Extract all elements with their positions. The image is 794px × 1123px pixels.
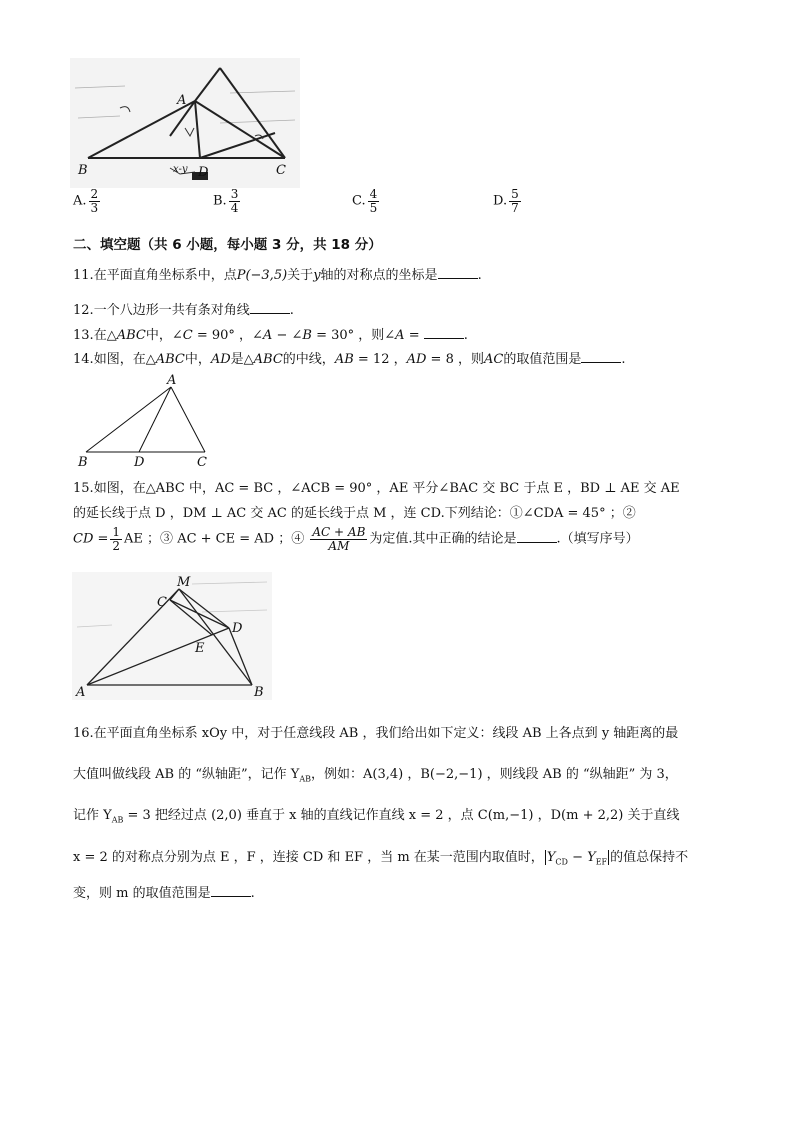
q15-half-fraction <box>110 526 122 552</box>
option-c[interactable] <box>352 188 381 214</box>
option-a[interactable] <box>73 188 102 214</box>
q15-half-num: 1 <box>112 525 121 539</box>
option-d-fraction <box>509 188 521 214</box>
question-16-line-5: 变，则 m 的取值范围是 . <box>73 886 255 901</box>
q14-ab: AB <box>334 352 354 367</box>
option-a-letter: A. <box>73 193 87 209</box>
q14-text-b: 中， <box>184 352 211 367</box>
q11-text-a: 在平面直角坐标系中，点 <box>93 268 237 283</box>
q15-answer-blank[interactable] <box>517 541 557 543</box>
q15-ratio-fraction <box>310 526 367 552</box>
label-d: D <box>198 165 209 180</box>
q15-ratio-num: AC + AB <box>312 525 366 539</box>
section-title: 二、填空题（共 6 小题，每小题 3 分，共 18 分） <box>73 237 382 253</box>
question-15-line-1 <box>73 477 680 496</box>
q15-ratio-den: AM <box>328 538 350 553</box>
option-b[interactable] <box>213 188 242 214</box>
q14-triangle-lines <box>86 387 205 452</box>
q11-text-b: 关于 <box>287 268 314 283</box>
question-13: 13.在△ABC中，∠C = 90° ，∠A − ∠B = 30° ，则∠A = . <box>73 328 468 343</box>
q11-answer-blank[interactable] <box>438 277 478 279</box>
q14-text-g: 的取值范围是 <box>503 352 582 367</box>
q14-ad: AD <box>210 352 231 367</box>
q13-b1: B <box>302 328 312 343</box>
question-16-line-2 <box>73 763 678 784</box>
question-11: 11.在平面直角坐标系中，点P(−3,5)关于y轴的对称点的坐标是 . <box>73 268 482 283</box>
q16-abs-sub-cd: CD <box>555 857 568 867</box>
label-a: A <box>177 93 187 108</box>
question-12: 12.一个八边形一共有条对角线 . <box>73 303 294 318</box>
q16-line-2-sub: AB <box>299 774 312 784</box>
option-d-num: 5 <box>511 187 519 201</box>
q16-abs-mid: − Y <box>567 850 596 865</box>
option-d[interactable] <box>493 188 523 214</box>
q12-answer-blank[interactable] <box>250 312 290 314</box>
q15-label-c: C <box>157 595 167 610</box>
q15-cd: CD = <box>73 531 109 547</box>
option-d-den: 7 <box>511 200 519 215</box>
label-b: B <box>78 163 88 178</box>
option-b-den: 4 <box>230 200 239 215</box>
q16-line-4b: 的值总保持不 <box>610 850 689 865</box>
q15-label-d: D <box>232 621 243 636</box>
q16-line-5-text: 变，则 m 的取值范围是 <box>73 886 211 901</box>
question-15-line-2: 的延长线于点 D ，DM ⊥ AC 交 AC 的延长线于点 M ，连 CD.下列结论：①∠CDA = 45° ；② <box>73 506 636 521</box>
q14-number: 14. <box>73 352 94 367</box>
q14-text-d: 的中线， <box>282 352 335 367</box>
q13-triangle: ABC <box>116 328 146 343</box>
q16-abs-y1: Y <box>546 850 556 865</box>
q11-number: 11. <box>73 268 94 283</box>
question-16-line-1: 16.在平面直角坐标系 xOy 中，对于任意线段 AB ，我们给出如下定义：线段 AB 上各点到 y 轴距离的最 <box>73 726 679 741</box>
q13-number: 13. <box>73 328 94 343</box>
figure-q15 <box>72 572 272 700</box>
q16-line-4a: x = 2 的对称点分别为点 E ，F ，连接 CD 和 EF ，当 m 在某一范围内取值时， <box>73 850 544 865</box>
q13-a2: A <box>395 328 405 343</box>
q16-line-3-sub: AB <box>111 815 124 825</box>
q11-text-c: 轴的对称点的坐标是 <box>320 268 438 283</box>
option-b-letter: B. <box>213 193 227 209</box>
q16-line-2a: 大值叫做线段 AB 的 “纵轴距”，记作 Y <box>73 767 300 782</box>
handwritten-label: x-y <box>173 164 188 175</box>
q13-text-f: = <box>404 328 420 343</box>
q14-label-c: C <box>197 455 207 470</box>
q13-text-e: = 30° ，则∠ <box>311 328 396 343</box>
q12-text: 一个八边形一共有条对角线 <box>93 303 250 318</box>
q15-number: 15. <box>73 481 94 496</box>
q16-abs-bar-left <box>545 850 546 865</box>
q14-label-d: D <box>134 455 145 470</box>
question-14: 14.如图，在△ABC中，AD是△ABC的中线，AB = 12 ，AD = 8 ，则AC的取值范围是 . <box>73 352 626 367</box>
q13-c: C <box>182 328 193 343</box>
option-d-letter: D. <box>493 193 508 209</box>
q15-label-b: B <box>254 685 264 700</box>
question-16-line-3 <box>73 804 679 825</box>
q16-line-3b: = 3 把经过点 (2,0) 垂直于 x 轴的直线记作直线 x = 2 ，点 C(m,−1) ，D(m + 2,2) 关于直线 <box>123 808 680 823</box>
option-b-fraction <box>229 188 241 214</box>
q14-label-b: B <box>78 455 88 470</box>
q11-axis: y <box>313 268 321 283</box>
q14-triangle: ABC <box>155 352 185 367</box>
option-c-den: 5 <box>369 200 378 215</box>
q14-text-f: = 8 ，则 <box>426 352 484 367</box>
option-b-num: 3 <box>230 187 239 201</box>
q16-line-3a: 记作 Y <box>73 808 112 823</box>
option-a-den: 3 <box>90 200 99 215</box>
option-c-fraction <box>368 188 380 214</box>
q13-answer-blank[interactable] <box>424 337 464 339</box>
q15-tail-2: .（填写序号） <box>556 531 639 547</box>
q14-text-c: 是△ <box>230 352 254 367</box>
q16-answer-blank[interactable] <box>211 895 251 897</box>
question-16-line-4 <box>73 846 688 867</box>
q15-half-den: 2 <box>112 538 121 553</box>
q15-label-e: E <box>195 641 205 656</box>
q16-abs-bar-right <box>608 850 609 865</box>
q13-text-b: 中，∠ <box>145 328 183 343</box>
q15-scan-background <box>72 572 272 700</box>
figure-q14-triangle <box>72 370 222 470</box>
q16-line-2b: ，例如：A(3,4) ，B(−2,−1) ，则线段 AB 的 “纵轴距” 为 3， <box>311 767 678 782</box>
q15-label-m: M <box>177 575 191 590</box>
option-a-num: 2 <box>90 187 99 201</box>
q14-triangle-2: ABC <box>253 352 283 367</box>
q15-line-1-text: 如图，在△ABC 中，AC = BC ，∠ACB = 90° ，AE 平分∠BAC 交 BC 于点 E ，BD ⊥ AE 交 AE <box>93 481 680 496</box>
q14-label-a: A <box>167 373 177 388</box>
option-a-fraction <box>89 188 101 214</box>
q11-point: P(−3,5) <box>236 268 288 283</box>
q14-ac: AC <box>483 352 504 367</box>
q13-a1: A <box>262 328 273 343</box>
q12-number: 12. <box>73 303 94 318</box>
q15-ae-text: AE ；③ AC + CE = AD ；④ <box>124 531 305 547</box>
q13-text-a: 在△ <box>93 328 117 343</box>
label-c: C <box>276 163 286 178</box>
q14-ad-2: AD <box>406 352 427 367</box>
q15-tail: 为定值.其中正确的结论是 <box>369 531 517 547</box>
q13-text-c: = 90° ，∠ <box>192 328 263 343</box>
figure-top-triangle <box>70 58 300 188</box>
q16-abs-sub-ef: EF <box>595 857 608 867</box>
q15-label-a: A <box>76 685 86 700</box>
q13-text-d: − ∠ <box>272 328 303 343</box>
option-c-letter: C. <box>352 193 366 209</box>
option-c-num: 4 <box>369 187 378 201</box>
question-15-line-3 <box>73 526 639 552</box>
q14-text-a: 如图，在△ <box>93 352 156 367</box>
q14-text-e: = 12 ， <box>353 352 407 367</box>
q14-answer-blank[interactable] <box>581 361 621 363</box>
